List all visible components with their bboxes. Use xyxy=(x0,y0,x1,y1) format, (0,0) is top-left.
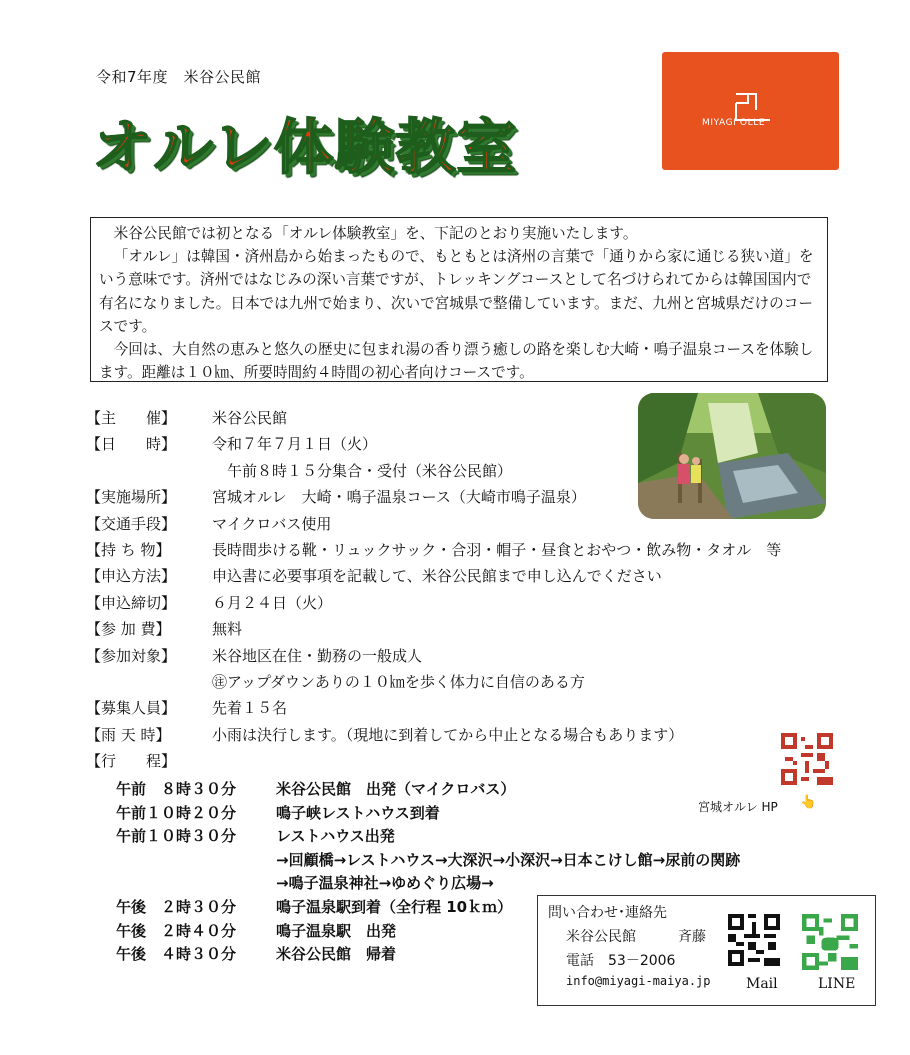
schedule-time: 午前１０時３０分 xyxy=(116,827,237,846)
detail-value: 午前８時１５分集合・受付（米谷公民館） xyxy=(212,461,513,480)
schedule-time: 午後 ４時３０分 xyxy=(116,945,237,964)
detail-value: 米谷公民館 xyxy=(212,409,288,427)
schedule-time: 午前１０時２０分 xyxy=(116,803,237,822)
schedule-desc: 米谷公民館 出発（マイクロバス） xyxy=(276,780,516,798)
detail-label: 【持 ち 物】 xyxy=(86,540,171,559)
detail-label: 【主 催】 xyxy=(86,409,177,427)
detail-label: 【行 程】 xyxy=(86,752,177,771)
schedule-desc: →回顧橋→レストハウス→大深沢→小深沢→日本こけし館→尿前の関跡 xyxy=(276,850,741,869)
detail-value: 長時間歩ける靴・リュックサック・合羽・帽子・昼食とおやつ・飲み物・タオル 等 xyxy=(212,540,782,559)
detail-value: 宮城オルレ 大崎・鳴子温泉コース（大崎市鳴子温泉） xyxy=(212,488,586,507)
intro-paragraph-1: 米谷公民館では初となる「オルレ体験教室」を、下記のとおり実施いたします。 xyxy=(113,225,638,242)
intro-box xyxy=(90,217,828,382)
hp-label: 宮城オルレ HP xyxy=(698,800,778,814)
miyagi-olle-logo xyxy=(662,52,839,170)
mail-qr-code[interactable] xyxy=(728,914,780,966)
detail-label: 【交通手段】 xyxy=(86,514,177,533)
schedule-time: 午後 ２時３０分 xyxy=(116,897,237,916)
line-qr-label: LINE xyxy=(818,976,856,992)
intro-paragraph-3: 今回は、大自然の恵みと悠久の歴史に包まれ湯の香り漂う癒しの路を楽しむ大崎・鳴子温泉コースを体験します。距離は１０㎞、所要時間約４時間の初心者向けコースです。 xyxy=(99,341,814,382)
detail-label: 【申込締切】 xyxy=(86,593,177,612)
contact-box xyxy=(537,895,876,1006)
detail-label: 【参加対象】 xyxy=(86,646,177,665)
pointing-hand-icon: 👆 xyxy=(800,795,817,810)
detail-label: 【募集人員】 xyxy=(86,699,177,718)
line-qr-code[interactable] xyxy=(802,914,858,970)
schedule-desc: 鳴子温泉駅 出発 xyxy=(276,921,397,940)
schedule-desc: 鳴子峡レストハウス到着 xyxy=(276,803,440,822)
detail-label: 【雨 天 時】 xyxy=(86,725,171,744)
detail-label: 【実施場所】 xyxy=(86,488,177,507)
detail-value: 小雨は決行します。（現地に到着してから中止となる場合もあります） xyxy=(212,725,684,744)
hp-qr-code[interactable] xyxy=(781,733,833,785)
detail-value: 米谷地区在住・勤務の一般成人 xyxy=(212,646,423,665)
schedule-time: 午前 ８時３０分 xyxy=(116,780,237,798)
detail-value: 申込書に必要事項を記載して、米谷公民館まで申し込んでください xyxy=(212,567,662,586)
contact-person: 斉藤 xyxy=(678,929,706,945)
detail-value: 先着１５名 xyxy=(212,699,288,718)
contact-email[interactable]: info@miyagi-maiya.jp xyxy=(566,974,711,988)
schedule-desc: →鳴子温泉神社→ゆめぐり広場→ xyxy=(276,874,494,893)
detail-label: 【日 時】 xyxy=(86,435,177,454)
detail-value: ㊟アップダウンありの１０㎞を歩く体力に自信のある方 xyxy=(212,672,585,691)
logo-text: MIYAGI OLLE xyxy=(702,118,766,128)
mail-qr-label: Mail xyxy=(746,976,778,992)
detail-value: マイクロバス使用 xyxy=(212,514,332,533)
detail-value: ６月２４日（火） xyxy=(212,593,333,612)
schedule-time: 午後 ２時４０分 xyxy=(116,921,237,940)
intro-paragraph-2: 「オルレ」は韓国・済州島から始まったもので、もともとは済州の言葉で「通りから家に通じる狭い道」をいう意味です。済州ではなじみの深い言葉ですが、トレッキングコースとして名づけられてからは韓国国内で有名になりました。日本では九州で始まり、次いで宮城県で整備しています。まだ、九州と宮城県だけのコースです。 xyxy=(99,248,814,335)
gorge-hiking-photo xyxy=(638,393,826,519)
contact-phone: 電話 53－2006 xyxy=(566,953,676,969)
detail-label: 【申込方法】 xyxy=(86,567,177,586)
detail-label: 【参 加 費】 xyxy=(86,620,171,639)
schedule-desc: 鳴子温泉駅到着（全行程 10ｋｍ） xyxy=(276,897,513,916)
contact-heading: 問い合わせ･連絡先 xyxy=(548,905,667,921)
schedule-desc: 米谷公民館 帰着 xyxy=(276,945,397,964)
schedule-desc: レストハウス出発 xyxy=(276,827,395,846)
header-subtitle: 令和7年度 米谷公民館 xyxy=(96,68,262,86)
detail-value: 令和７年７月１日（火） xyxy=(212,435,378,454)
contact-org: 米谷公民館 xyxy=(566,929,636,945)
detail-value: 無料 xyxy=(212,620,243,639)
page-title: オルレ体験教室 xyxy=(92,113,518,183)
